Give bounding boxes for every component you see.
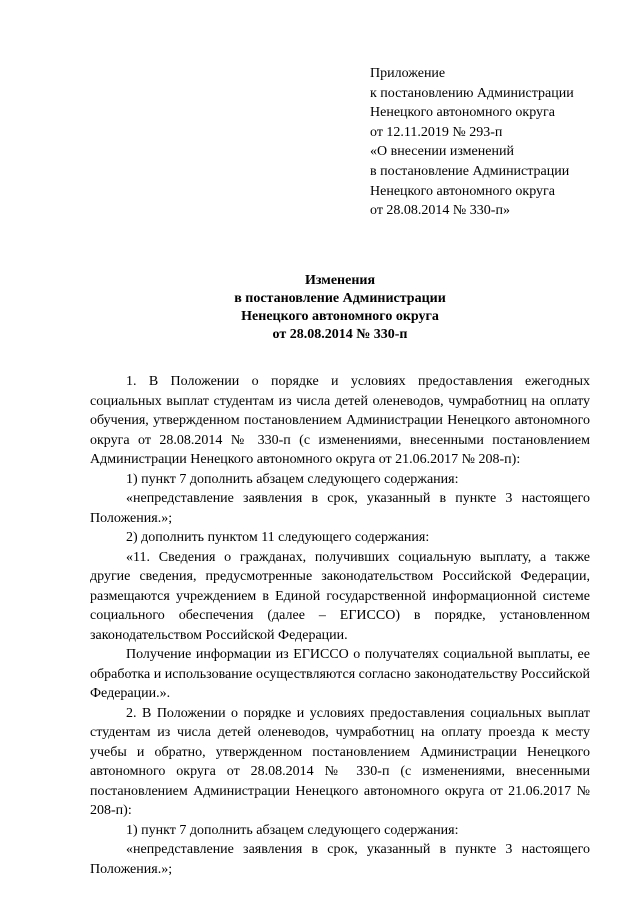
body-paragraph: «непредставление заявления в срок, указанный в пункте 3 настоящего Положения.»; [90,491,590,526]
body-paragraph: «непредставление заявления в срок, указанный в пункте 3 настоящего Положения.»; [90,842,590,877]
appendix-line: от 12.11.2019 № 293-п [370,124,503,140]
title-line: в постановление Администрации [234,291,446,306]
appendix-line: от 28.08.2014 № 330-п» [370,203,510,219]
body-paragraph: 2. В Положении о порядке и условиях предоставления социальных выплат студентам из числа детей оленеводов, чумработниц на оплату проезда к месту учебы и обратно, утвержденном постановлением Администрации Ненецкого автономного округа от 28.08.2014 № 330-п (с изменениями, внесенными постановлением Администрации Ненецкого автономного округа от 21.06.2017 № 208-п): [90,705,590,818]
appendix-line: Ненецкого автономного округа [370,105,555,121]
document-body [90,372,590,879]
body-paragraph: 2) дополнить пунктом 11 следующего содержания: [126,530,430,545]
appendix-line: к постановлению Администрации [370,85,574,101]
body-paragraph: «11. Сведения о гражданах, получивших социальную выплату, а также другие сведения, предусмотренные законодательством Российской Федерации, размещаются учреждением в Единой государственной информационной системе социального обеспечения (далее – ЕГИССО) в порядке, установленном законодательством Российской Федерации. [90,549,590,643]
title-line: Ненецкого автономного округа [241,309,439,324]
title-line: Изменения [304,273,376,288]
appendix-line: «О внесении изменений [370,144,514,160]
body-paragraph: 1) пункт 7 дополнить абзацем следующего содержания: [126,471,459,487]
title-line: от 28.08.2014 № 330-п [272,327,408,342]
body-paragraph: 1) пункт 7 дополнить абзацем следующего содержания: [126,822,459,838]
body-paragraph: Получение информации из ЕГИССО о получателях социальной выплаты, ее обработка и использование осуществляются согласно законодательству Российской Федерации.». [90,647,590,701]
appendix-block [370,64,630,221]
appendix-line: Ненецкого автономного округа [370,183,555,199]
document-title [90,272,590,344]
body-paragraph: 1. В Положении о порядке и условиях предоставления ежегодных социальных выплат студентам из числа детей оленеводов, чумработниц на оплату обучения, утвержденном постановлением Администрации Ненецкого автономного округа от 28.08.2014 № 330-п (с изменениями, внесенными постановлением Администрации Ненецкого автономного округа от 21.06.2017 № 208-п): [90,374,590,467]
appendix-line: Приложение [370,66,446,81]
appendix-line: в постановление Администрации [370,163,570,179]
